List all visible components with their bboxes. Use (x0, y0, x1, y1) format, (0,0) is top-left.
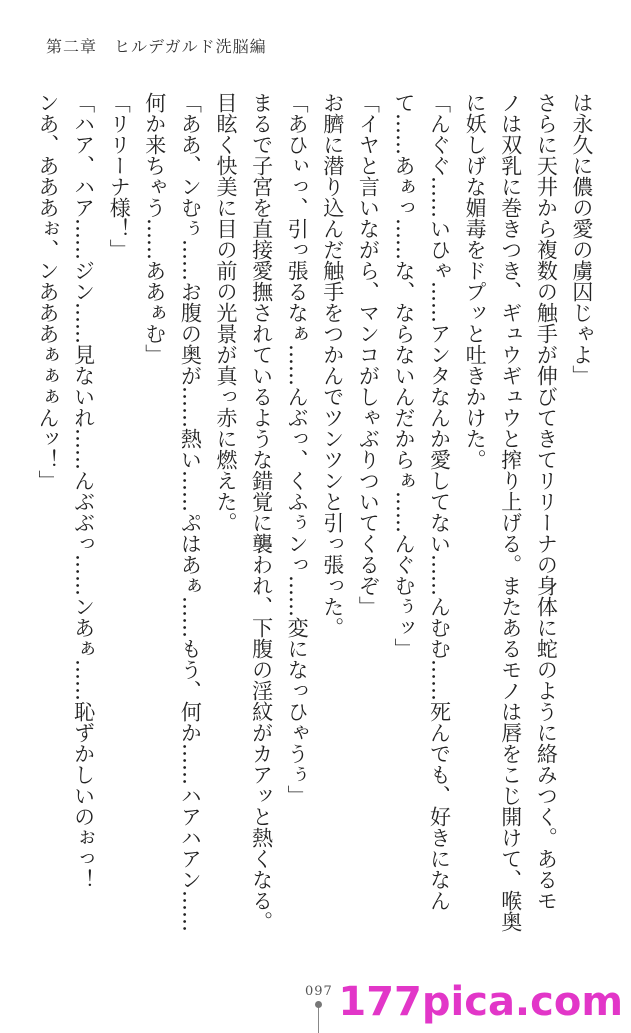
text-line: ノは双乳に巻きつき、ギュウギュウと搾り上げる。またあるモノは唇をこじ開けて、喉奥 (498, 92, 523, 932)
watermark: 177pica.com (338, 979, 623, 1025)
chapter-header: 第二章 ヒルデガルド洗脳編 (46, 37, 267, 56)
text-line: て……あぁっ……な、ならないんだからぁ……んぐむぅッ」 (391, 92, 416, 659)
text-line: お臍に潜り込んだ触手をつかんでツンツンと引っ張った。 (320, 92, 345, 638)
page-number: 097 (305, 984, 333, 999)
text-line: 「ああ、ンむぅ……お腹の奥が……熱い……ぷはあぁ……もう、何か……ハアハアン…… (178, 92, 203, 932)
text-line: 「イヤと言いながら、マンコがしゃぶりついてくるぞ」 (356, 92, 381, 617)
page-marker (318, 1004, 319, 1033)
vertical-text-body (35, 92, 595, 972)
text-line: 「あひぃっ、引っ張るなぁ……んぶっ、くふぅンっ……変になっひゃうぅ」 (285, 92, 310, 806)
text-line: は永久に儂の愛の虜囚じゃよ」 (569, 92, 594, 386)
text-line: まるで子宮を直接愛撫されているような錯覚に襲われ、下腹の淫紋がカアッと熱くなる。 (249, 92, 274, 932)
text-line: 何か来ちゃう……ああぁむ」 (142, 92, 167, 365)
text-line: さらに天井から複数の触手が伸びてきてリリーナの身体に蛇のように絡みつく。あるモ (534, 92, 559, 911)
text-line: ンあ、あああぉ、ンあああぁぁぁんッ！」 (36, 92, 60, 491)
text-line: 目眩く快美に目の前の光景が真っ赤に燃えた。 (213, 92, 238, 533)
text-line: 「んぐぐ……いひゃ……アンタなんか愛してない……んむむ……死んでも、好きになん (427, 92, 452, 911)
text-line: に妖しげな媚毒をドプッと吐きかけた。 (463, 92, 488, 470)
text-line: 「リリーナ様！」 (107, 92, 132, 260)
text-line: 「ハア、ハア……ジン……見ないれ……んぶぶっ……ンあぁ……恥ずかしいのぉっ！ (71, 92, 96, 890)
